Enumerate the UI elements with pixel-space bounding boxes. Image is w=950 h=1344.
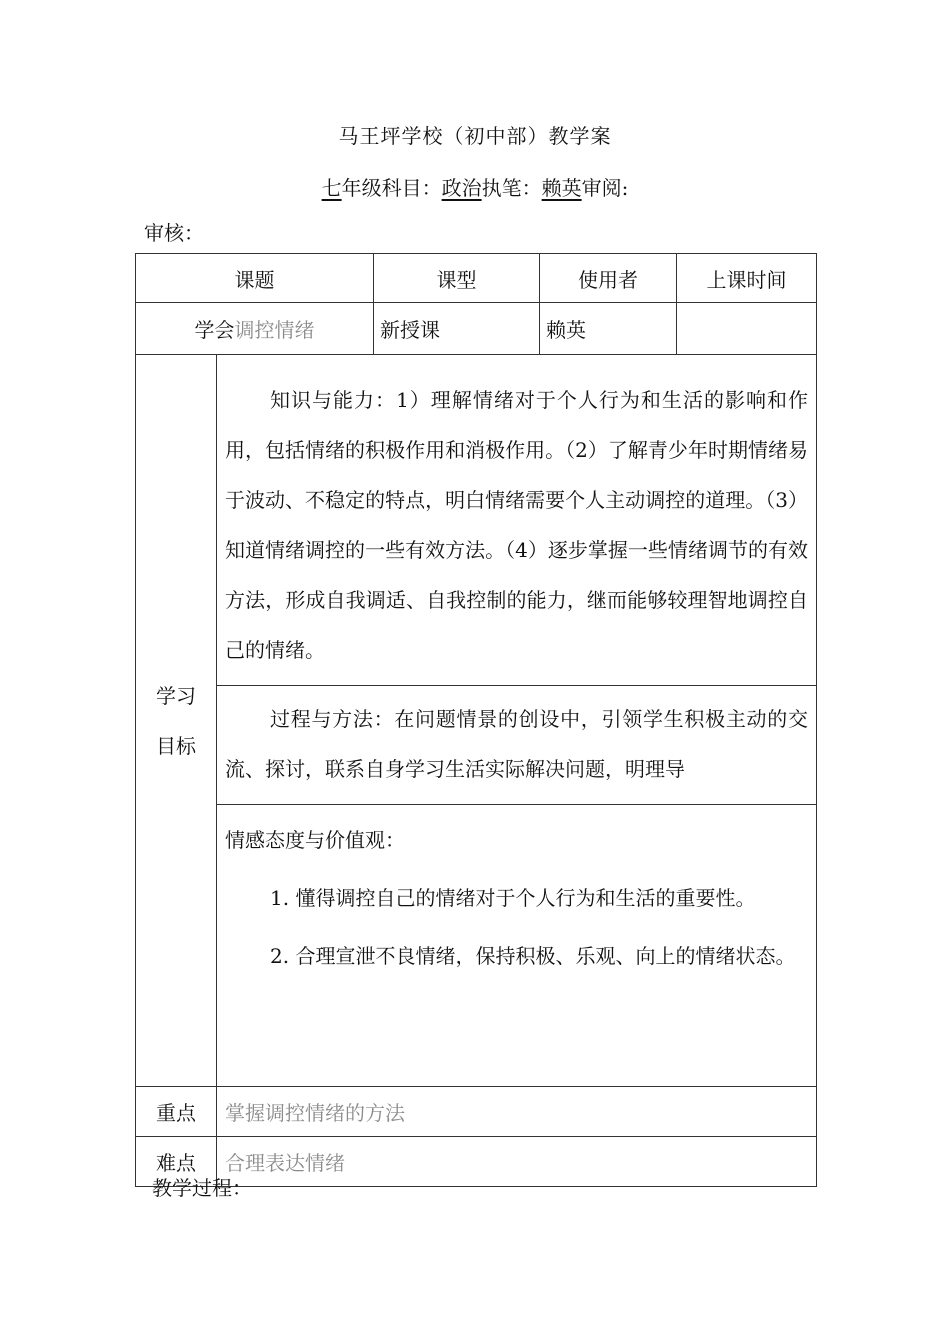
grade-number: 七 <box>321 176 342 200</box>
document-title: 马王坪学校（初中部）教学案 <box>338 124 612 148</box>
header-type: 课型 <box>374 254 540 303</box>
emotion-item-1: 1. 懂得调控自己的情绪对于个人行为和生活的重要性。 <box>270 886 756 910</box>
document-subtitle <box>0 172 950 201</box>
difficulty-value: 合理表达情绪 <box>217 1137 817 1187</box>
header-topic: 课题 <box>136 254 374 303</box>
table-header-row <box>136 254 817 303</box>
objectives-label-line1: 学习 <box>156 683 196 708</box>
lesson-info-row <box>136 303 817 355</box>
audit-label: 审核： <box>144 221 204 245</box>
author-label: 执笔： <box>481 176 542 200</box>
header-user: 使用者 <box>540 254 677 303</box>
topic-cell <box>136 303 374 355</box>
objective-process-row <box>136 686 817 805</box>
topic-prefix: 学会 <box>194 318 235 342</box>
grade-subject-label: 年级科目： <box>341 176 442 200</box>
process-cell <box>217 686 817 805</box>
emotion-cell <box>217 805 817 1087</box>
time-cell <box>677 303 817 355</box>
process-text: 过程与方法：在问题情景的创设中，引领学生积极主动的交流、探讨，联系自身学习生活实际解决问题，明理导 <box>225 707 808 781</box>
type-cell: 新授课 <box>374 303 540 355</box>
key-point-label: 重点 <box>136 1087 217 1137</box>
knowledge-text: 知识与能力：1）理解情绪对于个人行为和生活的影响和作用，包括情绪的积极作用和消极作用。（2）了解青少年时期情绪易于波动、不稳定的特点，明白情绪需要个人主动调控的道理。（3）知道情绪调控的一些有效方法。（4）逐步掌握一些情绪调节的有效方法，形成自我调适、自我控制的能力，继而能够较理智地调控自己的情绪。 <box>225 388 808 662</box>
knowledge-cell <box>217 355 817 686</box>
key-point-row <box>136 1087 817 1137</box>
key-point-value: 掌握调控情绪的方法 <box>217 1087 817 1137</box>
objectives-label-line2: 目标 <box>156 733 196 758</box>
reviewer-label: 审阅: <box>581 176 629 200</box>
difficulty-label: 难点 <box>136 1137 217 1187</box>
author-value: 赖英 <box>541 176 582 200</box>
emotion-heading: 情感态度与价值观： <box>225 828 405 852</box>
topic-highlight: 调控情绪 <box>234 318 315 342</box>
subject-value: 政治 <box>441 176 482 200</box>
emotion-item-2: 2. 合理宣泄不良情绪，保持积极、乐观、向上的情绪状态。 <box>270 944 796 968</box>
objective-knowledge-row <box>136 355 817 686</box>
header-time: 上课时间 <box>677 254 817 303</box>
user-cell: 赖英 <box>540 303 677 355</box>
teaching-process-label: 教学过程： <box>152 1176 252 1200</box>
objective-emotion-row <box>136 805 817 1087</box>
lesson-plan-table <box>135 253 817 1187</box>
objectives-label <box>136 355 217 1087</box>
